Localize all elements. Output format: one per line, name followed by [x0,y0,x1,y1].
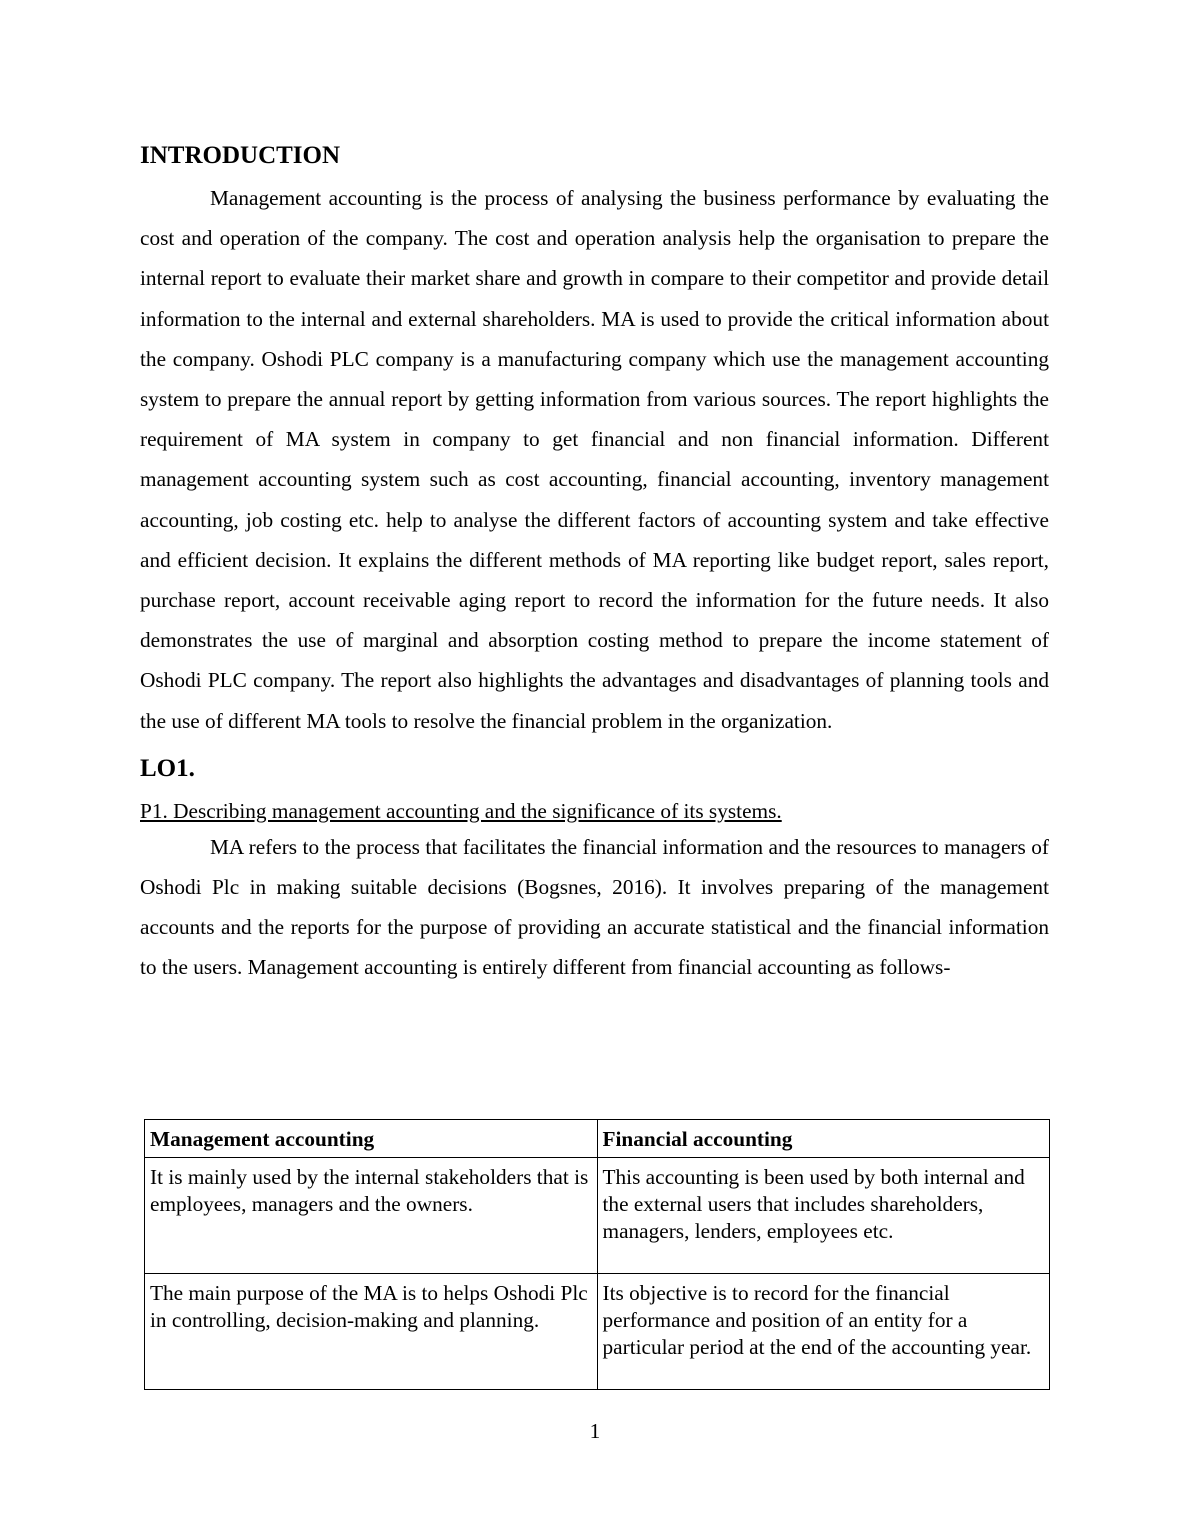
lo1-heading: LO1. [140,754,195,782]
table-header-cell: Management accounting [145,1120,598,1158]
table-cell: The main purpose of the MA is to helps Oshodi Plc in controlling, decision-making and planning. [145,1274,598,1390]
comparison-table [144,1119,1050,1390]
table-row [145,1274,1050,1390]
table-header-cell: Financial accounting [597,1120,1050,1158]
lo1-paragraph: MA refers to the process that facilitates the financial information and the resources to managers of Oshodi Plc in making suitable decisions (Bogsnes, 2016). It involves preparing of the management accounts and the reports for the purpose of providing an accurate statistical and the financial information to the users. Management accounting is entirely different from financial accounting as follows- [140,834,1049,980]
table-cell: This accounting is been used by both internal and the external users that includes shareholders, managers, lenders, employees etc. [597,1158,1050,1274]
introduction-paragraph: Management accounting is the process of analysing the business performance by evaluating the cost and operation of the company. The cost and operation analysis help the organisation to prepare the internal report to evaluate their market share and growth in compare to their competitor and provide detail information to the internal and external shareholders. MA is used to provide the critical information about the company. Oshodi PLC company is a manufacturing company which use the management accounting system to prepare the annual report by getting information from various sources. The report highlights the requirement of MA system in company to get financial and non financial information. Different management accounting system such as cost accounting, financial accounting, inventory management accounting, job costing etc. help to analyse the different factors of accounting system and take effective and efficient decision. It explains the different methods of MA reporting like budget report, sales report, purchase report, account receivable aging report to record the information for the future needs. It also demonstrates the use of marginal and absorption costing method to prepare the income statement of Oshodi PLC company. The report also highlights the advantages and disadvantages of planning tools and the use of different MA tools to resolve the financial problem in the organization. [140,186,1049,733]
introduction-heading: INTRODUCTION [140,142,341,169]
table-cell: Its objective is to record for the financial performance and position of an entity for a particular period at the end of the accounting year. [597,1274,1050,1390]
document-page [140,138,1049,988]
table-cell: It is mainly used by the internal stakeholders that is employees, managers and the owners. [145,1158,598,1274]
table-row [145,1158,1050,1274]
p1-subheading: P1. Describing management accounting and the significance of its systems. [140,798,782,823]
page-number: 1 [589,1419,601,1443]
table-header-row [145,1120,1050,1158]
